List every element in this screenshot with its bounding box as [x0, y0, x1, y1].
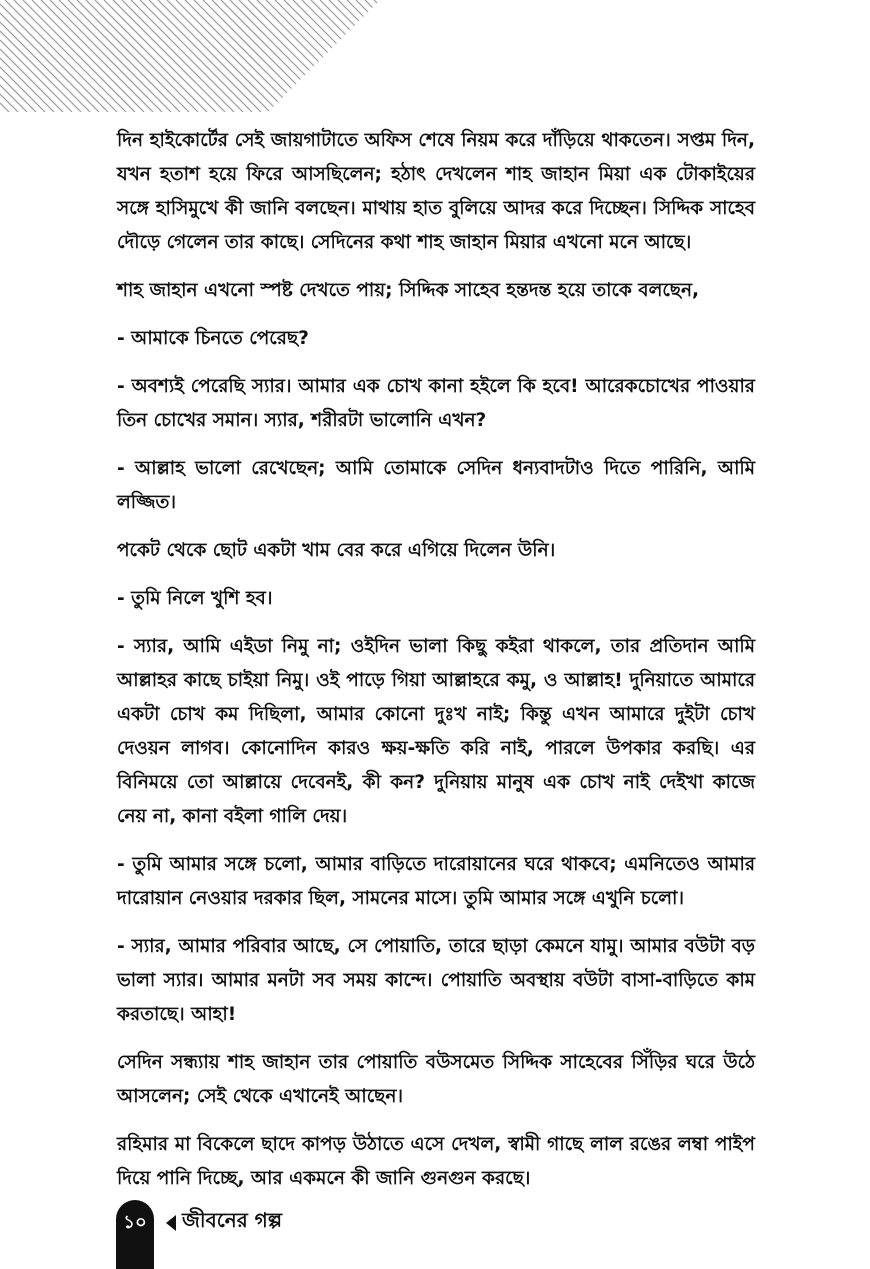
dialogue-line: - তুমি আমার সঙ্গে চলো, আমার বাড়িতে দারোয়ানের ঘরে থাকবে; এমনিতেও আমার দারোয়ান নেওয়ার দরকার ছিল, সামনের মাসে। তুমি আমার সঙ্গে এখুনি চলো।: [117, 854, 755, 909]
paragraph: পকেট থেকে ছোট একটা খাম বের করে এগিয়ে দিলেন উনি।: [117, 540, 556, 561]
triangle-left-icon: [166, 1215, 176, 1231]
dialogue-line: - স্যার, আমার পরিবার আছে, সে পোয়াতি, তারে ছাড়া কেমনে যামু। আমার বউটা বড় ভালা স্যার। আমার মনটা সব সময় কান্দে। পোয়াতি অবস্থায় বউটা বাসা-বাড়িতে কাম করতাছে। আহা!: [117, 936, 755, 1025]
dialogue-line: - স্যার, আমি এইডা নিমু না; ওইদিন ভালা কিছু কইরা থাকলে, তার প্রতিদান আমি আল্লাহর কাছে চাইয়া নিমু। ওই পাড়ে গিয়া আল্লাহরে কমু, ও আল্লাহ! দুনিয়াতে আমারে একটা চোখ কম দিছিলা, আমার কোনো দুঃখ নাই; কিন্তু এখন আমারে দুইটা চোখ দেওয়ন লাগব। কোনোদিন কারও ক্ষয়-ক্ষতি করি নাই, পারলে উপকার করছি। এর বিনিময়ে তো আল্লায়ে দেবেনই, কী কন? দুনিয়ায় মানুষ এক চোখ নাই দেইখা কাজে নেয় না, কানা বইলা গালি দেয়।: [117, 636, 755, 827]
paragraph: দিন হাইকোর্টের সেই জায়গাটাতে অফিস শেষে নিয়ম করে দাঁড়িয়ে থাকতেন। সপ্তম দিন, যখন হতাশ হয়ে ফিরে আসছিলেন; হঠাৎ দেখলেন শাহ জাহান মিয়া এক টোকাইয়ের সঙ্গে হাসিমুখে কী জানি বলছেন। মাথায় হাত বুলিয়ে আদর করে দিচ্ছেন। সিদ্দিক সাহেব দৌড়ে গেলেন তার কাছে। সেদিনের কথা শাহ জাহান মিয়ার এখনো মনে আছে।: [117, 130, 755, 253]
paragraph: শাহ জাহান এখনো স্পষ্ট দেখতে পায়; সিদ্দিক সাহেব হন্তদন্ত হয়ে তাকে বলছেন,: [117, 280, 700, 301]
paragraph: সেদিন সন্ধ্যায় শাহ জাহান তার পোয়াতি বউসমেত সিদ্দিক সাহেবের সিঁড়ির ঘরে উঠে আসলেন; সেই থেকে এখানেই আছেন।: [117, 1052, 755, 1107]
dialogue-line: - অবশ্যই পেরেছি স্যার। আমার এক চোখ কানা হইলে কি হবে! আরেকচোখের পাওয়ার তিন চোখের সমান। স্যার, শরীরটা ভালোনি এখন?: [117, 376, 755, 431]
page-footer: [0, 1190, 870, 1269]
dialogue-line: - আল্লাহ ভালো রেখেছেন; আমি তোমাকে সেদিন ধন্যবাদটাও দিতে পারিনি, আমি লজ্জিত।: [117, 458, 755, 513]
corner-hatch-decoration: [0, 0, 380, 112]
dialogue-line: - তুমি নিলে খুশি হব।: [117, 588, 273, 609]
page-number: ১০: [123, 1212, 147, 1233]
page-body: [117, 124, 755, 1210]
paragraph: রহিমার মা বিকেলে ছাদে কাপড় উঠাতে এসে দেখল, স্বামী গাছে লাল রঙের লম্বা পাইপ দিয়ে পানি দিচ্ছে, আর একমনে কী জানি গুনগুন করছে।: [117, 1134, 755, 1189]
book-title: জীবনের গল্প: [182, 1208, 283, 1232]
dialogue-line: - আমাকে চিনতে পেরেছ?: [117, 328, 309, 349]
